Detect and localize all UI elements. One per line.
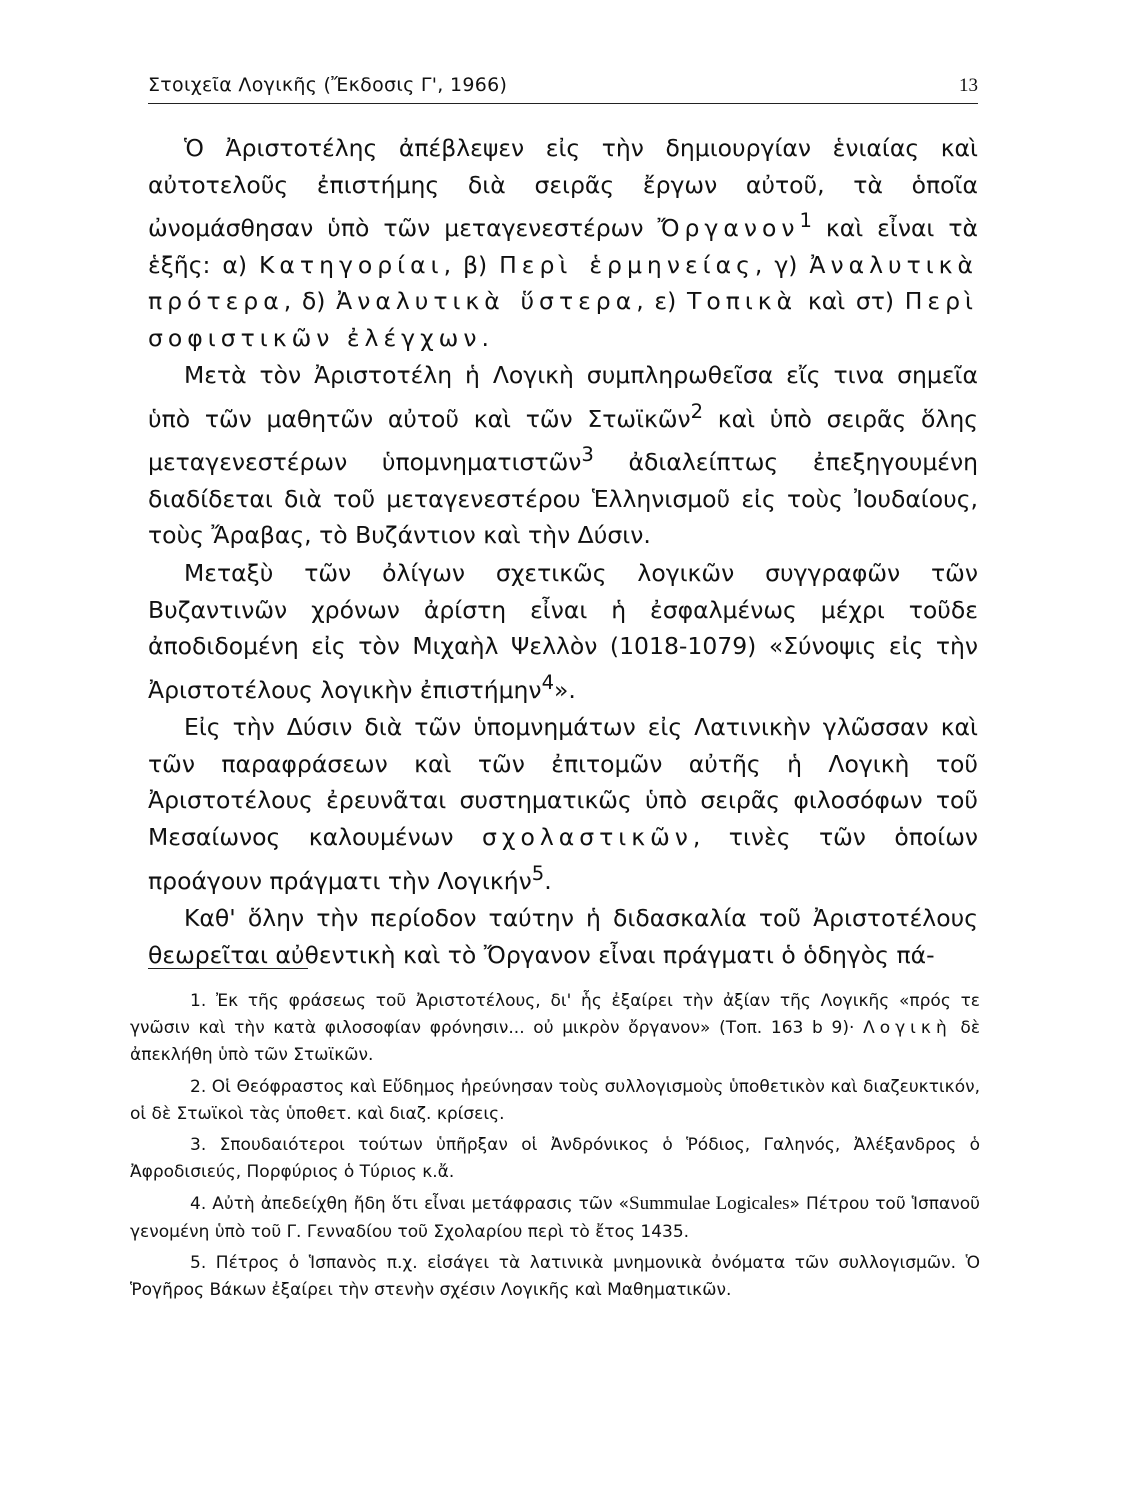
spaced-term: Περὶ ἑρμηνείας xyxy=(499,250,755,279)
paragraph-west xyxy=(148,709,978,899)
text-run: , τινὲς τῶν ὁποίων προάγουν πράγματι τὴν Λογικήν xyxy=(148,823,979,895)
text-run: » Πέτρου τοῦ Ἱσπανοῦ γενομένη ὑπὸ τοῦ Γ. Γενναδίου τοῦ Σχολαρίου περὶ τὸ ἔτος 1435. xyxy=(130,1194,980,1242)
running-header xyxy=(148,74,978,104)
text-run: 1. Ἐκ τῆς φράσεως τοῦ Ἀριστοτέλους, δι' ἧς ἐξαίρει τὴν ἀξίαν τῆς Λογικῆς «πρός τε γνῶσιν καὶ τὴν κατὰ φιλοσοφίαν φρόνησιν... οὐ μικρὸν ὄργανον» (Τοπ. 163 b 9)· xyxy=(130,991,980,1039)
text-run: . xyxy=(544,866,552,895)
spaced-term: Ἀναλυτικὰ ὕστερα xyxy=(336,287,637,316)
running-title: Στοιχεῖα Λογικῆς (Ἔκδοσις Γ', 1966) xyxy=(148,74,508,96)
text-run: ». xyxy=(554,675,576,704)
footnote-ref: 4 xyxy=(541,670,555,694)
main-text xyxy=(148,130,978,973)
text-run: ἀδιαλείπτως ἐπεξηγουμένη διαδίδεται διὰ τοῦ μεταγενεστέρου Ἑλληνισμοῦ εἰς τοὺς Ἰουδαίους, τοὺς Ἄραβας, τὸ Βυζάντιον καὶ τὴν Δύσιν. xyxy=(148,448,978,550)
text-run: Μετὰ τὸν Ἀριστοτέλη ἡ Λογικὴ συμπληρωθεῖσα εἴς τινα σημεῖα ὑπὸ τῶν μαθητῶν αὐτοῦ καὶ τῶν Στωϊκῶν xyxy=(148,361,978,433)
paragraph-authority: Καθ' ὅλην τὴν περίοδον ταύτην ἡ διδασκαλία τοῦ Ἀριστοτέλους θεωρεῖται αὐθεντικὴ καὶ τὸ Ὄργανον εἶναι πράγματι ὁ ὁδηγὸς πά- xyxy=(148,904,978,969)
page-number: 13 xyxy=(959,75,978,96)
footnote-separator xyxy=(148,968,308,969)
footnote-2: 2. Οἱ Θεόφραστος καὶ Εὔδημος ἠρεύνησαν τοὺς συλλογισμοὺς ὑποθετικὸν καὶ διαζευκτικόν, οἱ δὲ Στωϊκοὶ τὰς ὑποθετ. καὶ διαζ. κρίσεις. xyxy=(130,1076,980,1124)
text-run: Εἰς τὴν Δύσιν διὰ τῶν ὑπομνημάτων εἰς Λατινικὴν γλῶσσαν καὶ τῶν παραφράσεων καὶ τῶν ἐπιτομῶν αὐτῆς ἡ Λογικὴ τοῦ Ἀριστοτέλους ἐρευνᾶται συστηματικῶς ὑπὸ σειρᾶς φιλοσόφων τοῦ Μεσαίωνος καλουμένων xyxy=(148,713,978,851)
text-run: , δ) xyxy=(283,287,337,316)
text-run: Μεταξὺ τῶν ὀλίγων σχετικῶς λογικῶν συγγραφῶν τῶν Βυζαντινῶν χρόνων ἀρίστη εἶναι ἡ ἐσφαλμένως μέχρι τοῦδε ἀποδιδομένη εἰς τὸν Μιχαὴλ Ψελλὸν (1018-1079) «Σύνοψις εἰς τὴν Ἀριστοτέλους λογικὴν ἐπιστήμην xyxy=(148,559,978,704)
footnote-ref: 5 xyxy=(531,861,545,885)
text-run: . xyxy=(481,323,489,352)
text-run: καὶ στ) xyxy=(797,287,905,316)
paragraph-transmission xyxy=(148,357,978,554)
paragraph-byzantine xyxy=(148,555,978,708)
footnote-3: 3. Σπουδαιότεροι τούτων ὑπῆρξαν οἱ Ἀνδρόνικος ὁ Ῥόδιος, Γαληνός, Ἀλέξανδρος ὁ Ἀφροδισιεύς, Πορφύριος ὁ Τύριος κ.ἄ. xyxy=(130,1135,980,1183)
footnotes xyxy=(130,988,980,1304)
footnote-ref: 2 xyxy=(690,399,704,423)
footnote-1 xyxy=(130,988,980,1070)
text-run: 4. Αὐτὴ ἀπεδείχθη ἤδη ὅτι εἶναι μετάφρασις τῶν « xyxy=(190,1194,630,1215)
footnote-ref: 3 xyxy=(581,443,594,467)
spaced-term: Περὶ σοφιστικῶν ἐλέγχων xyxy=(148,287,979,352)
text-run: , ε) xyxy=(636,287,687,316)
footnote-4 xyxy=(130,1190,980,1245)
latin-title: Summulae Logicales xyxy=(629,1193,790,1215)
footnote-ref: 1 xyxy=(799,209,812,233)
spaced-term: Ὄργανον xyxy=(657,214,800,243)
spaced-term: σχολαστικῶν xyxy=(481,823,693,851)
text-run: , β) xyxy=(443,250,500,279)
text-run: καὶ ὑπὸ σειρᾶς ὅλης μεταγενεστέρων ὑπομνηματιστῶν xyxy=(148,404,979,477)
text-run: , γ) xyxy=(754,250,810,279)
text-run: Ὁ Ἀριστοτέλης ἀπέβλεψεν εἰς τὴν δημιουργίαν ἑνιαίας καὶ αὐτοτελοῦς ἐπιστήμης διὰ σειρᾶς ἔργων αὐτοῦ, τὰ ὁποῖα ὠνομάσθησαν ὑπὸ τῶν μεταγενεστέρων xyxy=(148,134,978,243)
paragraph-organon xyxy=(148,130,978,356)
spaced-term: Ἀναλυτικὰ πρότερα xyxy=(148,250,979,316)
spaced-term: Τοπικὰ xyxy=(686,287,798,316)
text-run: καὶ εἶναι τὰ ἑξῆς: α) xyxy=(148,214,978,279)
spaced-term: Λογικὴ xyxy=(863,1018,952,1039)
footnote-5: 5. Πέτρος ὁ Ἱσπανὸς π.χ. εἰσάγει τὰ λατινικὰ μνημονικὰ ὀνόματα τῶν συλλογισμῶν. Ὁ Ῥογῆρος Βάκων ἐξαίρει τὴν στενὴν σχέσιν Λογικῆς καὶ Μαθηματικῶν. xyxy=(130,1252,980,1301)
spaced-term: Κατηγορίαι xyxy=(259,250,444,279)
text-run: δὲ ἀπεκλήθη ὑπὸ τῶν Στωϊκῶν. xyxy=(130,1018,981,1066)
